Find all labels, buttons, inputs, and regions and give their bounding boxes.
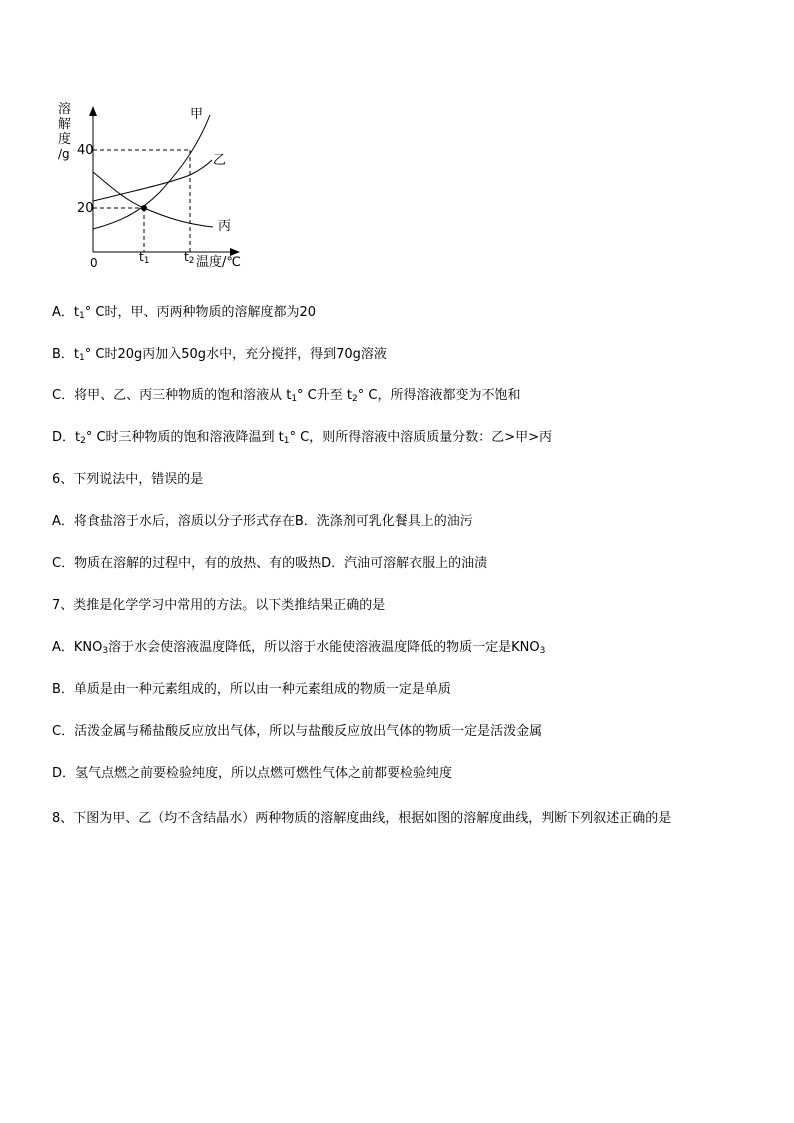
tick-t1-base: t <box>139 250 144 264</box>
q5-d-sub2: 1 <box>283 436 290 446</box>
q6-options-ab: A．将食盐溶于水后，溶质以分子形式存在B．洗涤剂可乳化餐具上的油污 <box>52 514 473 529</box>
curve-jia <box>93 115 210 229</box>
q5-option-d <box>52 428 552 451</box>
curve-bing <box>93 172 213 227</box>
q5-d-post: ° C，则所得溶液中溶质质量分数：乙>甲>丙 <box>289 430 553 445</box>
tick-t1 <box>139 247 149 271</box>
q5-a-sub: 1 <box>79 311 85 321</box>
ylabel-char: /g <box>58 147 70 161</box>
q7-stem: 7、类推是化学学习中常用的方法。以下类推结果正确的是 <box>52 598 386 613</box>
q5-c-sub1: 1 <box>291 394 298 404</box>
q6-options-cd: C．物质在溶解的过程中，有的放热、有的吸热D．汽油可溶解衣服上的油渍 <box>52 556 488 571</box>
tick-20: 20 <box>77 201 94 216</box>
q7-a-sub2: 3 <box>539 646 546 656</box>
q5-b-sub: 1 <box>79 353 85 363</box>
y-axis-arrow <box>89 106 97 116</box>
ylabel-char: 溶 <box>58 102 72 117</box>
solubility-chart <box>0 0 794 290</box>
q6-stem: 6、下列说法中，错误的是 <box>52 472 204 487</box>
q5-option-b <box>52 345 387 368</box>
q5-c-pre: C．将甲、乙、丙三种物质的饱和溶液从 t <box>52 388 292 403</box>
intersection-point <box>141 205 147 211</box>
tick-t2-base: t <box>184 250 189 264</box>
chart-xlabel: 温度/℃ <box>196 255 241 270</box>
tick-t1-sub: 1 <box>143 256 150 266</box>
label-jia: 甲 <box>190 107 204 122</box>
tick-origin: 0 <box>90 256 98 270</box>
q5-d-pre: D．t <box>52 430 81 445</box>
q7-a-pre: A．KNO <box>52 640 103 655</box>
ylabel-char: 度 <box>58 132 72 147</box>
curve-yi <box>93 160 212 201</box>
q5-c-sub2: 2 <box>352 394 358 404</box>
q5-a-post: ° C时，甲、丙两种物质的溶解度都为20 <box>84 305 316 320</box>
q7-option-a <box>52 638 545 661</box>
q5-c-post: ° C，所得溶液都变为不饱和 <box>357 388 521 403</box>
q7-option-c: C．活泼金属与稀盐酸反应放出气体，所以与盐酸反应放出气体的物质一定是活泼金属 <box>52 724 543 739</box>
q5-b-post: ° C时20g丙加入50g水中，充分搅拌，得到70g溶液 <box>84 347 387 362</box>
q5-option-c <box>52 386 520 409</box>
q5-b-pre: B．t <box>52 347 80 362</box>
tick-40: 40 <box>77 143 94 158</box>
ylabel-char: 解 <box>58 117 72 132</box>
q5-c-mid: ° C升至 t <box>297 388 352 403</box>
tick-t2 <box>184 247 194 271</box>
q7-a-sub1: 3 <box>102 646 109 656</box>
label-bing: 丙 <box>218 219 232 234</box>
q5-a-pre: A．t <box>52 305 79 320</box>
q7-a-mid: 溶于水会使溶液温度降低，所以溶于水能使溶液温度降低的物质一定是KNO <box>108 640 540 655</box>
q8-stem: 8、下图为甲、乙（均不含结晶水）两种物质的溶解度曲线，根据如图的溶解度曲线，判断下列叙述正确的是 <box>52 811 672 826</box>
q5-d-sub1: 2 <box>80 436 86 446</box>
label-yi: 乙 <box>213 153 227 168</box>
q7-option-d: D．氢气点燃之前要检验纯度，所以点燃可燃性气体之前都要检验纯度 <box>52 766 453 781</box>
q5-option-a <box>52 303 316 326</box>
q7-option-b: B．单质是由一种元素组成的，所以由一种元素组成的物质一定是单质 <box>52 682 451 697</box>
tick-t2-sub: 2 <box>188 256 195 266</box>
q5-d-mid: ° C时三种物质的饱和溶液降温到 t <box>85 430 284 445</box>
